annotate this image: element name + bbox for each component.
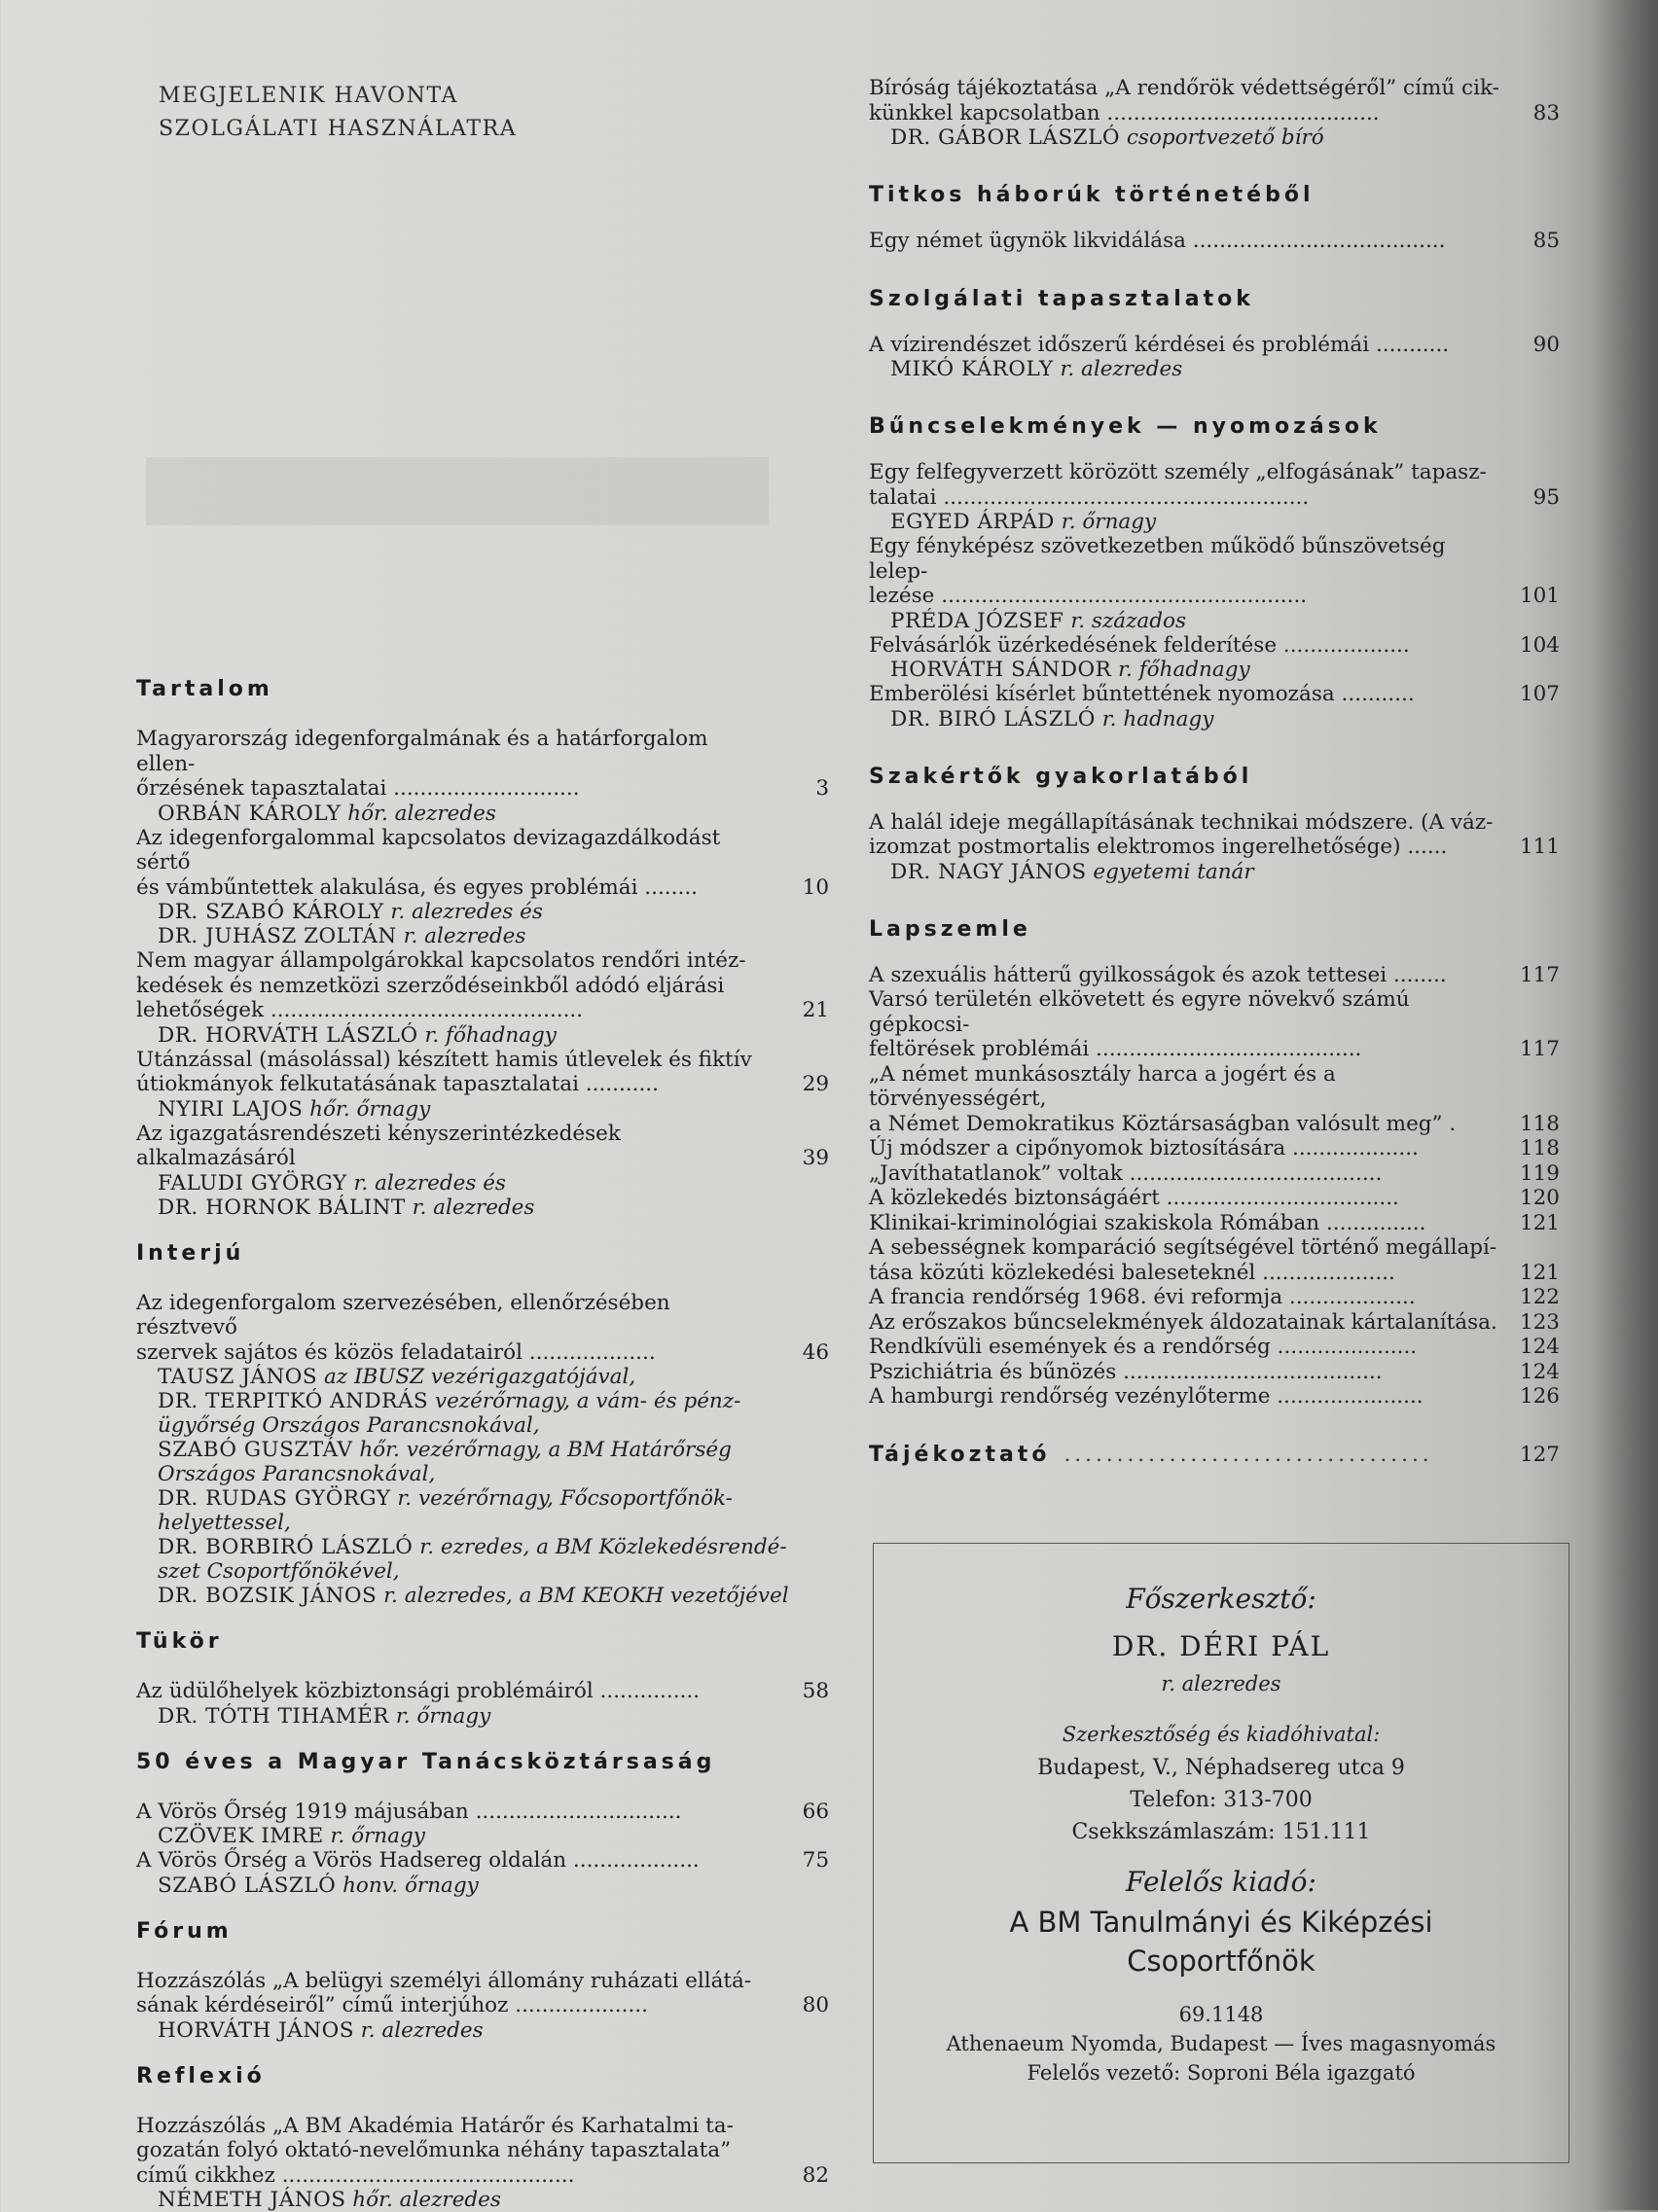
page-number: 117 (1513, 963, 1560, 988)
toc-section (136, 1629, 829, 1729)
author-rank: hőr. őrnagy (309, 1097, 430, 1122)
entry-title-line: Egy fényképész szövetkezetben működő bűnszövetség lelep- (869, 534, 1501, 584)
manager-line: Felelős vezető: Soproni Béla igazgató (874, 2061, 1568, 2085)
toc-section (136, 2064, 829, 2212)
toc-section (136, 1241, 829, 1609)
toc-entry (869, 1062, 1560, 1137)
page-number: 122 (1513, 1285, 1560, 1310)
entry-author (869, 357, 1560, 381)
author-name: FALUDI GYÖRGY (158, 1171, 347, 1195)
toc-right-column (869, 76, 1560, 1467)
author-name: DR. GÁBOR LÁSZLÓ (890, 125, 1120, 150)
page-number: 126 (1513, 1384, 1560, 1409)
author-rank: r. vezérőrnagy, Főcsoportfőnök-helyettessel, (158, 1486, 733, 1535)
page-number: 95 (1513, 485, 1560, 511)
page-number: 127 (1513, 1443, 1560, 1468)
entry-title-line: útiokmányok felkutatásának tapasztalatai ........... (136, 1072, 771, 1097)
author-name: DR. JUHÁSZ ZOLTÁN (158, 924, 397, 948)
author-name: PRÉDA JÓZSEF (890, 609, 1063, 633)
toc-section (869, 76, 1560, 150)
entry-title-line: című cikkhez ............................................ (136, 2163, 771, 2189)
toc-entry (136, 727, 829, 802)
toc-section (136, 1750, 829, 1898)
toc-section (869, 414, 1560, 731)
toc-entry (869, 1136, 1560, 1161)
author-rank: honv. őrnagy (342, 1873, 479, 1898)
author-name: DR. TÓTH TIHAMÉR (158, 1704, 389, 1729)
entry-title-line: A sebességnek komparáció segítségével történő megállapí- (869, 1235, 1501, 1261)
page-number: 118 (1513, 1136, 1560, 1161)
author-name: ORBÁN KÁROLY (158, 802, 341, 826)
toc-section (869, 287, 1560, 382)
page-number: 29 (782, 1072, 829, 1097)
entry-title-line: Varsó területén elkövetett és egyre növekvő számú gépkocsi- (869, 987, 1501, 1037)
entry-author (136, 1535, 829, 1584)
impressum-box (873, 1543, 1569, 2163)
author-name: CZÖVEK IMRE (158, 1824, 324, 1848)
toc-entry (869, 534, 1560, 609)
author-rank: hőr. alezredes (347, 802, 496, 826)
entry-author (136, 1389, 829, 1438)
author-rank: hőr. alezredes (352, 2188, 501, 2212)
author-name: HORVÁTH SÁNDOR (890, 658, 1111, 682)
toc-entry (136, 1679, 829, 1704)
section-heading: Fórum (136, 1919, 829, 1944)
entry-title-line: feltörések problémái ........................................ (869, 1037, 1501, 1062)
page-number: 124 (1513, 1335, 1560, 1360)
page-number: 39 (782, 1146, 829, 1171)
publisher-label: Felelős kiadó: (874, 1866, 1568, 1898)
entry-author (136, 1704, 829, 1729)
page-number: 121 (1513, 1261, 1560, 1286)
author-rank: az IBUSZ vezérigazgatójával, (324, 1365, 635, 1389)
header-line-2: SZOLGÁLATI HASZNÁLATRA (159, 113, 517, 146)
toc-entry (136, 2114, 829, 2189)
entry-title-line: sának kérdéseiről” című interjúhoz .................... (136, 1993, 771, 2018)
page-number: 120 (1513, 1186, 1560, 1211)
section-heading: Bűncselekmények — nyomozások (869, 414, 1560, 439)
faded-print-band (146, 457, 769, 525)
section-heading: Interjú (136, 1241, 829, 1266)
page-number: 85 (1513, 229, 1560, 254)
entry-title-line: őrzésének tapasztalatai ............................ (136, 776, 771, 802)
toc-entry (136, 948, 829, 1023)
page-number: 90 (1513, 333, 1560, 358)
toc-section (869, 917, 1560, 1409)
office-label: Szerkesztőség és kiadóhivatal: (874, 1723, 1568, 1746)
entry-author (136, 1873, 829, 1898)
entry-author (869, 658, 1560, 682)
author-rank: vezérőrnagy, a vám- és pénz-ügyőrség Országos Parancsnokával, (158, 1389, 740, 1438)
entry-author (869, 860, 1560, 884)
entry-title-line: szervek sajátos és közös feladatairól ................... (136, 1340, 771, 1366)
page-number: 101 (1513, 584, 1560, 609)
entry-author (136, 1438, 829, 1486)
printer-line: Athenaeum Nyomda, Budapest — Íves magasnyomás (874, 2032, 1568, 2055)
author-rank: hőr. vezérőrnagy, a BM Határőrség Országos Parancsnokával, (158, 1438, 732, 1486)
entry-author (136, 1365, 829, 1389)
header-note (159, 80, 517, 146)
entry-author (869, 125, 1560, 150)
editor-label: Főszerkesztő: (874, 1583, 1568, 1615)
page-number: 75 (782, 1848, 829, 1873)
toc-entry (869, 76, 1560, 125)
entry-title-line: Az igazgatásrendészeti kényszerintézkedések alkalmazásáról (136, 1122, 771, 1171)
toc-entry (869, 963, 1560, 988)
page-number: 82 (782, 2163, 829, 2189)
entry-author (136, 2188, 829, 2212)
page-number: 119 (1513, 1161, 1560, 1187)
section-heading: Reflexió (136, 2064, 829, 2088)
author-rank: r. őrnagy (331, 1824, 425, 1848)
page-number: 58 (782, 1679, 829, 1704)
author-name: NYIRI LAJOS (158, 1097, 303, 1122)
entry-title-line: A vízirendészet időszerű kérdései és problémái ........... (869, 333, 1501, 358)
page-number: 118 (1513, 1112, 1560, 1137)
entry-title-line: lehetőségek ............................................... (136, 998, 771, 1023)
author-rank: r. őrnagy (1062, 510, 1156, 534)
entry-author (869, 510, 1560, 534)
toc-section (136, 1919, 829, 2043)
author-rank: r. alezredes, a BM KEOKH vezetőjével (383, 1584, 789, 1608)
toc-entry (136, 1122, 829, 1171)
entry-title-line: Új módszer a cipőnyomok biztosítására ................... (869, 1136, 1501, 1161)
toc-entry (136, 1291, 829, 1366)
author-rank: r. alezredes és (354, 1171, 506, 1195)
page-number: 83 (1513, 101, 1560, 126)
toc-entry (869, 682, 1560, 707)
book-spine-shadow (1590, 0, 1658, 2210)
toc-entry (869, 1335, 1560, 1360)
author-name: DR. BORBIRÓ LÁSZLÓ (158, 1535, 413, 1559)
page-number: 80 (782, 1993, 829, 2018)
toc-entry (869, 1285, 1560, 1310)
entry-author (869, 609, 1560, 633)
entry-title-line: Utánzással (másolással) készített hamis útlevelek és fiktív (136, 1048, 771, 1073)
author-name: TAUSZ JÁNOS (158, 1365, 317, 1389)
toc-entry (136, 1969, 829, 2018)
toc-entry (869, 987, 1560, 1062)
author-name: SZABÓ LÁSZLÓ (158, 1873, 336, 1898)
toc-entry (869, 333, 1560, 358)
toc-section (869, 765, 1560, 884)
entry-title-line: Emberölési kísérlet bűntettének nyomozása ........... (869, 682, 1501, 707)
section-heading: 50 éves a Magyar Tanácsköztársaság (136, 1750, 829, 1774)
author-name: EGYED ÁRPÁD (890, 510, 1055, 534)
entry-title-line: „Javíthatatlanok” voltak ...................................... (869, 1161, 1501, 1187)
author-name: SZABÓ GUSZTÁV (158, 1438, 352, 1462)
toc-entry (136, 1848, 829, 1873)
toc-entry (869, 1235, 1560, 1285)
entry-author (136, 1097, 829, 1122)
office-phone: Telefon: 313-700 (874, 1788, 1568, 1812)
entry-title-line: A szexuális hátterű gyilkosságok és azok tettesei ........ (869, 963, 1501, 988)
entry-title-line: lezése ....................................................... (869, 584, 1501, 609)
author-name: DR. HORVÁTH LÁSZLÓ (158, 1023, 418, 1048)
entry-author (136, 1023, 829, 1048)
section-heading: Lapszemle (869, 917, 1560, 942)
leader-dots: ................................... (1063, 1443, 1432, 1467)
author-rank: r. alezredes és (390, 900, 542, 924)
editor-rank: r. alezredes (874, 1672, 1568, 1695)
entry-title-line: A közlekedés biztonságáért ................................... (869, 1186, 1501, 1211)
author-rank: csoportvezető bíró (1127, 125, 1324, 150)
publisher-line-2: Csoportfőnök (874, 1944, 1568, 1978)
office-address: Budapest, V., Néphadsereg utca 9 (874, 1756, 1568, 1780)
toc-entry (136, 826, 829, 901)
entry-title-line: A hamburgi rendőrség vezénylőterme ...................... (869, 1384, 1501, 1409)
entry-title-line: Egy német ügynök likvidálása ...................................... (869, 229, 1501, 254)
entry-title-line: Hozzászólás „A belügyi személyi állomány ruházati ellátá- (136, 1969, 771, 1994)
section-heading: Tartalom (136, 677, 829, 701)
toc-entry (136, 1048, 829, 1097)
author-rank: r. őrnagy (396, 1704, 490, 1729)
entry-title-line: tása közúti közlekedési baleseteknél .................... (869, 1261, 1501, 1286)
toc-entry (869, 1360, 1560, 1385)
entry-title-line: és vámbűntettek alakulása, és egyes problémái ........ (136, 875, 771, 901)
entry-title-line: Felvásárlók üzérkedésének felderítése ................... (869, 633, 1501, 659)
author-rank: r. alezredes (1060, 357, 1182, 381)
toc-entry (869, 1310, 1560, 1336)
toc-entry (869, 1161, 1560, 1187)
entry-title-line: Klinikai-kriminológiai szakiskola Rómában ............... (869, 1211, 1501, 1236)
office-account: Csekkszámlaszám: 151.111 (874, 1820, 1568, 1844)
author-name: DR. BIRÓ LÁSZLÓ (890, 707, 1096, 731)
entry-title-line: A halál ideje megállapításának technikai módszere. (A váz- (869, 810, 1501, 836)
author-name: DR. RUDAS GYÖRGY (158, 1486, 391, 1511)
toc-entry (869, 1186, 1560, 1211)
entry-author (136, 924, 829, 948)
entry-title-line: Nem magyar állampolgárokkal kapcsolatos rendőri intéz- (136, 948, 771, 974)
author-rank: r. alezredes (361, 2018, 484, 2043)
entry-author (136, 802, 829, 826)
page-number: 124 (1513, 1360, 1560, 1385)
entry-author (136, 1824, 829, 1848)
header-line-1: MEGJELENIK HAVONTA (159, 80, 517, 113)
page-number: 121 (1513, 1211, 1560, 1236)
toc-entry (869, 229, 1560, 254)
entry-title-line: „A német munkásosztály harca a jogért és a törvényességért, (869, 1062, 1501, 1112)
author-rank: r. főhadnagy (1118, 658, 1250, 682)
section-heading: Tájékoztató (869, 1443, 1050, 1467)
toc-entry (869, 633, 1560, 659)
watermark-text (0, 2160, 16, 2210)
entry-title-line: A Vörös Őrség a Vörös Hadsereg oldalán ................... (136, 1848, 771, 1873)
entry-title-line: kedések és nemzetközi szerződéseinkből adódó eljárási (136, 974, 771, 999)
author-name: HORVÁTH JÁNOS (158, 2018, 354, 2043)
entry-title-line: A Vörös Őrség 1919 májusában ............................... (136, 1800, 771, 1825)
toc-left-column (136, 677, 829, 2212)
publisher-line-1: A BM Tanulmányi és Kiképzési (874, 1906, 1568, 1939)
page-number: 21 (782, 998, 829, 1023)
entry-title-line: Az üdülőhelyek közbiztonsági problémáiról ............... (136, 1679, 771, 1704)
author-rank: r. alezredes (413, 1195, 535, 1220)
entry-title-line: Az idegenforgalom szervezésében, ellenőrzésében résztvevő (136, 1291, 771, 1340)
entry-title-line: Hozzászólás „A BM Akadémia Határőr és Karhatalmi ta- (136, 2114, 771, 2139)
toc-section (869, 183, 1560, 254)
section-heading: Titkos háborúk történetéből (869, 183, 1560, 207)
entry-title-line: gozatán folyó oktató-nevelőmunka néhány tapasztalata” (136, 2138, 771, 2163)
page-number: 46 (782, 1340, 829, 1366)
page-number: 104 (1513, 633, 1560, 659)
author-name: DR. BOZSIK JÁNOS (158, 1584, 377, 1608)
author-name: MIKÓ KÁROLY (890, 357, 1054, 381)
page-number: 66 (782, 1800, 829, 1825)
toc-entry (136, 1800, 829, 1825)
author-name: DR. SZABÓ KÁROLY (158, 900, 384, 924)
entry-title-line: Pszichiátria és bűnözés ....................................... (869, 1360, 1501, 1385)
toc-entry (869, 460, 1560, 510)
print-number: 69.1148 (874, 2003, 1568, 2026)
section-heading: Szakértők gyakorlatából (869, 765, 1560, 789)
entry-title-line: Egy felfegyverzett körözött személy „elfogásának” tapasz- (869, 460, 1501, 485)
toc-entry (869, 1211, 1560, 1236)
author-rank: r. főhadnagy (424, 1023, 557, 1048)
entry-title-line: a Német Demokratikus Köztársaságban valósult meg” . (869, 1112, 1501, 1137)
entry-author (869, 707, 1560, 731)
entry-author (136, 900, 829, 924)
entry-author (136, 1171, 829, 1195)
page-number: 10 (782, 875, 829, 901)
section-heading: Szolgálati tapasztalatok (869, 287, 1560, 311)
author-name: DR. TERPITKÓ ANDRÁS (158, 1389, 428, 1413)
author-rank: egyetemi tanár (1093, 860, 1253, 884)
toc-section (136, 677, 829, 1220)
entry-title-line: Magyarország idegenforgalmának és a határforgalom ellen- (136, 727, 771, 776)
author-rank: r. ezredes, a BM Közlekedésrendé-szet Csoportfőnökével, (158, 1535, 787, 1584)
page-number: 111 (1513, 835, 1560, 860)
toc-entry (869, 1384, 1560, 1409)
entry-title-line: Az erőszakos bűncselekmények áldozatainak kártalanítása. (869, 1310, 1501, 1336)
author-rank: r. százados (1070, 609, 1186, 633)
entry-title-line: talatai ....................................................... (869, 485, 1501, 511)
entry-author (136, 1195, 829, 1220)
entry-author (136, 1486, 829, 1535)
author-name: DR. NAGY JÁNOS (890, 860, 1087, 884)
author-rank: r. hadnagy (1102, 707, 1214, 731)
page-number: 3 (782, 776, 829, 802)
entry-title-line: künkkel kapcsolatban ......................................... (869, 101, 1501, 126)
author-name: NÉMETH JÁNOS (158, 2188, 345, 2212)
page-number: 123 (1513, 1310, 1560, 1336)
toc-entry (869, 810, 1560, 860)
page-number: 117 (1513, 1037, 1560, 1062)
entry-title-line: Rendkívüli események és a rendőrség ..................... (869, 1335, 1501, 1360)
entry-title-line: A francia rendőrség 1968. évi reformja ................... (869, 1285, 1501, 1310)
section-heading: Tükör (136, 1629, 829, 1654)
tajekoztato-entry (869, 1443, 1560, 1468)
author-name: DR. HORNOK BÁLINT (158, 1195, 406, 1220)
entry-title-line: izomzat postmortalis elektromos ingerelhetősége) ...... (869, 835, 1501, 860)
editor-name: DR. DÉRI PÁL (874, 1630, 1568, 1662)
author-rank: r. alezredes (404, 924, 526, 948)
page-number: 107 (1513, 682, 1560, 707)
entry-author (136, 1584, 829, 1608)
entry-title-line: Az idegenforgalommal kapcsolatos devizagazdálkodást sértő (136, 826, 771, 875)
entry-title-line: Bíróság tájékoztatása „A rendőrök védettségéről” című cik- (869, 76, 1501, 101)
entry-author (136, 2018, 829, 2043)
